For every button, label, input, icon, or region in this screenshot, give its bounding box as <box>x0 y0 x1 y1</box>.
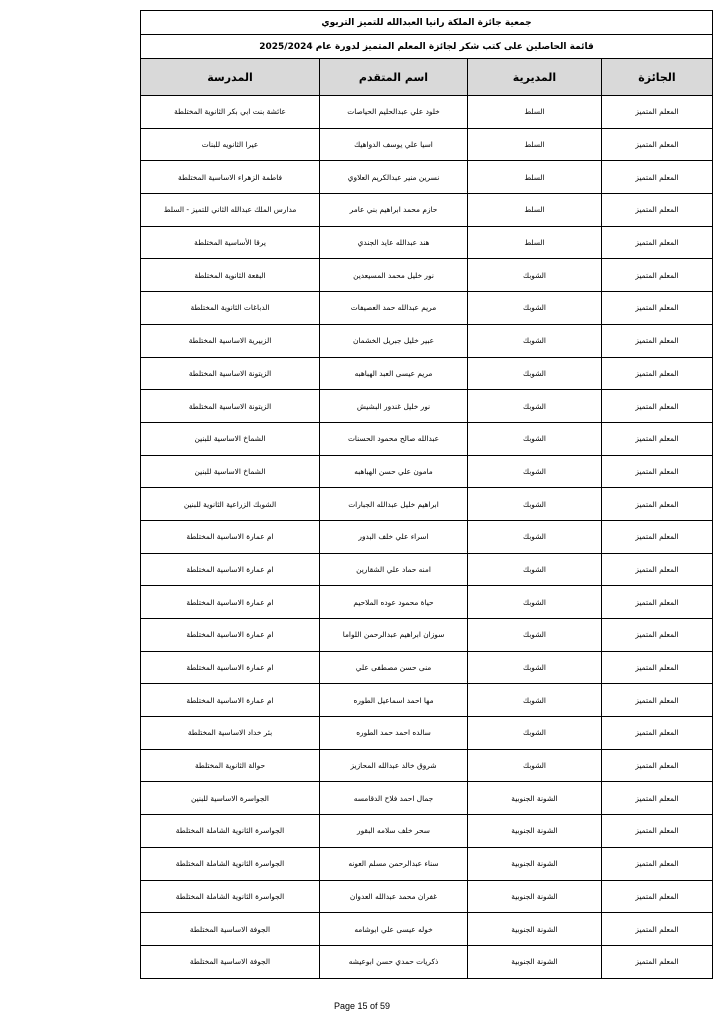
applicant-name-cell: ذكريات حمدي حسن ابوعيشه <box>320 945 468 978</box>
table-row <box>141 96 713 129</box>
header-directorate: المديرية <box>468 59 602 96</box>
applicant-name-cell: حازم محمد ابراهيم بني عامر <box>320 194 468 227</box>
directorate-cell: السلط <box>468 96 602 129</box>
directorate-cell: الشونة الجنوبية <box>468 782 602 815</box>
school-cell: الشماخ الاساسية للبنين <box>141 455 320 488</box>
applicant-name-cell: مها احمد اسماعيل الطوره <box>320 684 468 717</box>
school-cell: ام عمارة الاساسية المختلطة <box>141 619 320 652</box>
directorate-cell: الشوبك <box>468 651 602 684</box>
subtitle-row <box>141 35 713 59</box>
table-row <box>141 586 713 619</box>
award-cell: المعلم المتميز <box>602 292 713 325</box>
school-cell: يرقا الأساسية المختلطة <box>141 226 320 259</box>
table-row <box>141 455 713 488</box>
table-row <box>141 651 713 684</box>
school-cell: ام عمارة الاساسية المختلطة <box>141 684 320 717</box>
directorate-cell: الشوبك <box>468 586 602 619</box>
table-row <box>141 422 713 455</box>
directorate-cell: الشونة الجنوبية <box>468 847 602 880</box>
directorate-cell: الشوبك <box>468 357 602 390</box>
school-cell: مدارس الملك عبدالله الثاني للتميز - السلط <box>141 194 320 227</box>
directorate-cell: الشوبك <box>468 553 602 586</box>
applicant-name-cell: نور خليل غندور البشيش <box>320 390 468 423</box>
table-row <box>141 880 713 913</box>
school-cell: الشماخ الاساسية للبنين <box>141 422 320 455</box>
directorate-cell: السلط <box>468 161 602 194</box>
header-school: المدرسة <box>141 59 320 96</box>
table-body <box>141 96 713 979</box>
table-row <box>141 913 713 946</box>
award-cell: المعلم المتميز <box>602 520 713 553</box>
table-row <box>141 194 713 227</box>
applicant-name-cell: سالده احمد حمد الطوره <box>320 717 468 750</box>
school-cell: الشوبك الزراعية الثانوية للبنين <box>141 488 320 521</box>
table-row <box>141 815 713 848</box>
award-cell: المعلم المتميز <box>602 226 713 259</box>
applicant-name-cell: شروق خالد عبدالله المحازيز <box>320 749 468 782</box>
school-cell: البقعة الثانوية المختلطة <box>141 259 320 292</box>
directorate-cell: الشونة الجنوبية <box>468 880 602 913</box>
applicant-name-cell: اسيا علي يوسف الدواهيك <box>320 128 468 161</box>
award-cell: المعلم المتميز <box>602 128 713 161</box>
school-cell: بئر خداد الاساسية المختلطة <box>141 717 320 750</box>
page-number: Page 15 of 59 <box>333 1001 391 1011</box>
award-cell: المعلم المتميز <box>602 651 713 684</box>
directorate-cell: الشوبك <box>468 324 602 357</box>
school-cell: الجوفة الاساسية المختلطة <box>141 913 320 946</box>
school-cell: حوالة الثانوية المختلطة <box>141 749 320 782</box>
applicant-name-cell: مريم عيسى العبد الهباهبه <box>320 357 468 390</box>
applicant-name-cell: ابراهيم خليل عبدالله الجبارات <box>320 488 468 521</box>
school-cell: الدباغات الثانوية المختلطة <box>141 292 320 325</box>
applicant-name-cell: عبدالله صالح محمود الحسنات <box>320 422 468 455</box>
award-cell: المعلم المتميز <box>602 815 713 848</box>
award-cell: المعلم المتميز <box>602 619 713 652</box>
school-cell: ام عمارة الاساسية المختلطة <box>141 586 320 619</box>
document-title: جمعية جائزة الملكة رانيا العبدالله للتميز التربوي <box>141 11 713 35</box>
header-applicant-name: اسم المتقدم <box>320 59 468 96</box>
award-list-sheet <box>140 10 712 979</box>
directorate-cell: الشوبك <box>468 488 602 521</box>
header-row <box>141 59 713 96</box>
award-cell: المعلم المتميز <box>602 96 713 129</box>
applicant-name-cell: سحر خلف سلامه البقور <box>320 815 468 848</box>
directorate-cell: السلط <box>468 194 602 227</box>
table-row <box>141 619 713 652</box>
applicant-name-cell: خلود علي عبدالحليم الحياصات <box>320 96 468 129</box>
applicant-name-cell: مريم عبدالله حمد العصيفات <box>320 292 468 325</box>
award-cell: المعلم المتميز <box>602 782 713 815</box>
applicant-name-cell: سوزان ابراهيم عبدالرحمن اللواما <box>320 619 468 652</box>
school-cell: الزبيرية الاساسية المختلطة <box>141 324 320 357</box>
directorate-cell: الشونة الجنوبية <box>468 945 602 978</box>
applicant-name-cell: جمال احمد فلاح الدقامسه <box>320 782 468 815</box>
school-cell: ام عمارة الاساسية المختلطة <box>141 520 320 553</box>
table-row <box>141 488 713 521</box>
award-cell: المعلم المتميز <box>602 945 713 978</box>
directorate-cell: الشونة الجنوبية <box>468 815 602 848</box>
directorate-cell: الشوبك <box>468 422 602 455</box>
applicant-name-cell: مامون علي حسن الهباهبه <box>320 455 468 488</box>
applicant-name-cell: غفران محمد عبدالله العدوان <box>320 880 468 913</box>
award-cell: المعلم المتميز <box>602 194 713 227</box>
applicant-name-cell: منى حسن مصطفى علي <box>320 651 468 684</box>
table-row <box>141 259 713 292</box>
award-cell: المعلم المتميز <box>602 847 713 880</box>
table-row <box>141 226 713 259</box>
directorate-cell: الشوبك <box>468 390 602 423</box>
table-row <box>141 390 713 423</box>
table-row <box>141 717 713 750</box>
award-cell: المعلم المتميز <box>602 488 713 521</box>
header-award: الجائزة <box>602 59 713 96</box>
table-row <box>141 553 713 586</box>
directorate-cell: السلط <box>468 226 602 259</box>
school-cell: الجوفة الاساسية المختلطة <box>141 945 320 978</box>
applicant-name-cell: امنه حماد علي الشقارين <box>320 553 468 586</box>
applicant-name-cell: اسراء علي خلف البدور <box>320 520 468 553</box>
directorate-cell: الشوبك <box>468 259 602 292</box>
award-cell: المعلم المتميز <box>602 455 713 488</box>
directorate-cell: الشوبك <box>468 520 602 553</box>
school-cell: عيرا الثانويه للبنات <box>141 128 320 161</box>
school-cell: ام عمارة الاساسية المختلطة <box>141 553 320 586</box>
award-cell: المعلم المتميز <box>602 259 713 292</box>
school-cell: الزيتونة الاساسية المختلطة <box>141 357 320 390</box>
school-cell: فاطمة الزهراء الاساسية المختلطة <box>141 161 320 194</box>
table-row <box>141 847 713 880</box>
applicant-name-cell: سناء عبدالرحمن مسلم العونه <box>320 847 468 880</box>
table-row <box>141 357 713 390</box>
table-row <box>141 324 713 357</box>
table-row <box>141 161 713 194</box>
directorate-cell: الشوبك <box>468 684 602 717</box>
directorate-cell: الشوبك <box>468 292 602 325</box>
award-cell: المعلم المتميز <box>602 717 713 750</box>
table-row <box>141 945 713 978</box>
school-cell: عائشة بنت ابي بكر الثانوية المختلطة <box>141 96 320 129</box>
award-cell: المعلم المتميز <box>602 553 713 586</box>
table-row <box>141 749 713 782</box>
award-cell: المعلم المتميز <box>602 324 713 357</box>
applicant-name-cell: حياة محمود عوده الملاحيم <box>320 586 468 619</box>
applicant-name-cell: عبير خليل جبريل الخشمان <box>320 324 468 357</box>
school-cell: الجواسرة الاساسية للبنين <box>141 782 320 815</box>
award-cell: المعلم المتميز <box>602 357 713 390</box>
table-row <box>141 782 713 815</box>
school-cell: ام عمارة الاساسية المختلطة <box>141 651 320 684</box>
award-cell: المعلم المتميز <box>602 161 713 194</box>
table-row <box>141 128 713 161</box>
award-cell: المعلم المتميز <box>602 880 713 913</box>
award-cell: المعلم المتميز <box>602 422 713 455</box>
title-row <box>141 11 713 35</box>
table-row <box>141 684 713 717</box>
school-cell: الجواسرة الثانوية الشاملة المختلطة <box>141 880 320 913</box>
award-cell: المعلم المتميز <box>602 684 713 717</box>
directorate-cell: الشوبك <box>468 619 602 652</box>
award-cell: المعلم المتميز <box>602 749 713 782</box>
directorate-cell: السلط <box>468 128 602 161</box>
table-row <box>141 520 713 553</box>
award-cell: المعلم المتميز <box>602 913 713 946</box>
school-cell: الجواسرة الثانوية الشاملة المختلطة <box>141 847 320 880</box>
applicant-name-cell: خوله عيسى علي ابوشامه <box>320 913 468 946</box>
applicant-name-cell: نسرين منير عبدالكريم العلاوي <box>320 161 468 194</box>
applicant-name-cell: هند عبدالله عايد الجندي <box>320 226 468 259</box>
school-cell: الجواسرة الثانوية الشاملة المختلطة <box>141 815 320 848</box>
directorate-cell: الشوبك <box>468 717 602 750</box>
award-table <box>140 10 713 979</box>
school-cell: الزيتونة الاساسية المختلطة <box>141 390 320 423</box>
award-cell: المعلم المتميز <box>602 390 713 423</box>
directorate-cell: الشونة الجنوبية <box>468 913 602 946</box>
table-row <box>141 292 713 325</box>
directorate-cell: الشوبك <box>468 749 602 782</box>
award-cell: المعلم المتميز <box>602 586 713 619</box>
applicant-name-cell: نور خليل محمد المسيعدين <box>320 259 468 292</box>
directorate-cell: الشوبك <box>468 455 602 488</box>
document-subtitle: قائمة الحاصلين على كتب شكر لجائزة المعلم المتميز لدورة عام 2025/2024 <box>141 35 713 59</box>
